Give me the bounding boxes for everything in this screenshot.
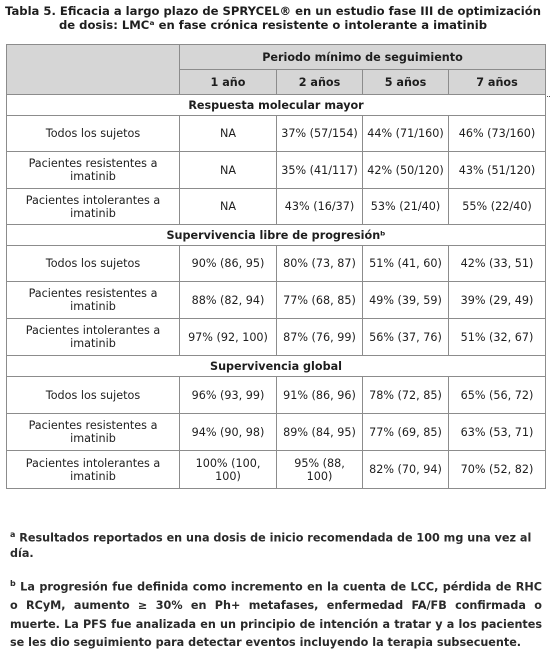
row-label: Pacientes resistentes a imatinib — [7, 282, 180, 319]
table-cell: 65% (56, 72) — [449, 377, 546, 414]
section-title: Supervivencia global — [7, 356, 546, 377]
table-row — [7, 189, 546, 225]
footnote-b — [10, 575, 542, 653]
footnote-marker: a — [10, 530, 16, 539]
table-row — [7, 377, 546, 414]
table-caption — [0, 4, 546, 32]
table-cell: 63% (53, 71) — [449, 414, 546, 451]
section-title: Supervivencia libre de progresiónᵇ — [7, 225, 546, 246]
footnote-marker: b — [10, 579, 16, 588]
table-row — [7, 116, 546, 152]
table-cell: 78% (72, 85) — [363, 377, 449, 414]
table-cell: 70% (52, 82) — [449, 451, 546, 489]
table-cell: 91% (86, 96) — [277, 377, 363, 414]
row-label: Pacientes resistentes a imatinib — [7, 414, 180, 451]
table-cell: 96% (93, 99) — [180, 377, 277, 414]
caption-line-1: Tabla 5. Eficacia a largo plazo de SPRYCEL® en un estudio fase III de optimización — [5, 4, 541, 18]
table-cell: 89% (84, 95) — [277, 414, 363, 451]
column-header: 7 años — [449, 70, 546, 95]
table-row — [7, 282, 546, 319]
column-header: 5 años — [363, 70, 449, 95]
table-cell: NA — [180, 116, 277, 152]
table-cell: 77% (69, 85) — [363, 414, 449, 451]
section-title: Respuesta molecular mayor — [7, 95, 546, 116]
caption-line-2: de dosis: LMCᵃ en fase crónica resistente o intolerante a imatinib — [58, 18, 488, 32]
table-cell: 39% (29, 49) — [449, 282, 546, 319]
section-row — [7, 95, 546, 116]
table-cell: 55% (22/40) — [449, 189, 546, 225]
footnote-text: La progresión fue definida como incremento en la cuenta de LCC, pérdida de RHC o RCyM, aumento ≥ 30% en Ph+ metafases, enfermedad FA/FB confirmada o muerte. La PFS fue analizada en un principio de intención a tratar y a los pacientes se les dio seguimiento para detectar eventos incluyendo la terapia subsecuente. — [10, 580, 542, 650]
row-label: Pacientes intolerantes a imatinib — [7, 189, 180, 225]
column-header: 1 año — [180, 70, 277, 95]
table-cell: 95% (88, 100) — [277, 451, 363, 489]
table-row — [7, 246, 546, 282]
group-header-row — [7, 45, 546, 70]
table-cell: 53% (21/40) — [363, 189, 449, 225]
table-cell: 90% (86, 95) — [180, 246, 277, 282]
table-cell: 51% (41, 60) — [363, 246, 449, 282]
table-cell: 42% (33, 51) — [449, 246, 546, 282]
table-cell: 80% (73, 87) — [277, 246, 363, 282]
table-row — [7, 319, 546, 356]
section-row — [7, 356, 546, 377]
table-row — [7, 152, 546, 189]
column-header: 2 años — [277, 70, 363, 95]
efficacy-table — [6, 44, 546, 489]
table-cell: 97% (92, 100) — [180, 319, 277, 356]
table-row — [7, 414, 546, 451]
table-cell: 94% (90, 98) — [180, 414, 277, 451]
table-cell: 87% (76, 99) — [277, 319, 363, 356]
footnote-a — [10, 527, 542, 561]
table-cell: 42% (50/120) — [363, 152, 449, 189]
table-cell: 35% (41/117) — [277, 152, 363, 189]
table-cell: 37% (57/154) — [277, 116, 363, 152]
row-label: Pacientes resistentes a imatinib — [7, 152, 180, 189]
table-cell: 49% (39, 59) — [363, 282, 449, 319]
row-label: Todos los sujetos — [7, 377, 180, 414]
table-cell: 43% (16/37) — [277, 189, 363, 225]
empty-header-cell — [7, 45, 180, 95]
row-label: Pacientes intolerantes a imatinib — [7, 319, 180, 356]
section-row — [7, 225, 546, 246]
table-cell: 46% (73/160) — [449, 116, 546, 152]
table-cell: 43% (51/120) — [449, 152, 546, 189]
table-cell: 51% (32, 67) — [449, 319, 546, 356]
table-cell: 100% (100, 100) — [180, 451, 277, 489]
table-cell: 82% (70, 94) — [363, 451, 449, 489]
table-cell: 88% (82, 94) — [180, 282, 277, 319]
row-label: Pacientes intolerantes a imatinib — [7, 451, 180, 489]
table-cell: NA — [180, 189, 277, 225]
row-label: Todos los sujetos — [7, 116, 180, 152]
table-row — [7, 451, 546, 489]
table-cell: 77% (68, 85) — [277, 282, 363, 319]
table-cell: 44% (71/160) — [363, 116, 449, 152]
footnote-text: Resultados reportados en una dosis de inicio recomendada de 100 mg una vez al día. — [10, 531, 532, 560]
row-label: Todos los sujetos — [7, 246, 180, 282]
table-cell: NA — [180, 152, 277, 189]
group-header: Periodo mínimo de seguimiento — [180, 45, 546, 70]
table-cell: 56% (37, 76) — [363, 319, 449, 356]
